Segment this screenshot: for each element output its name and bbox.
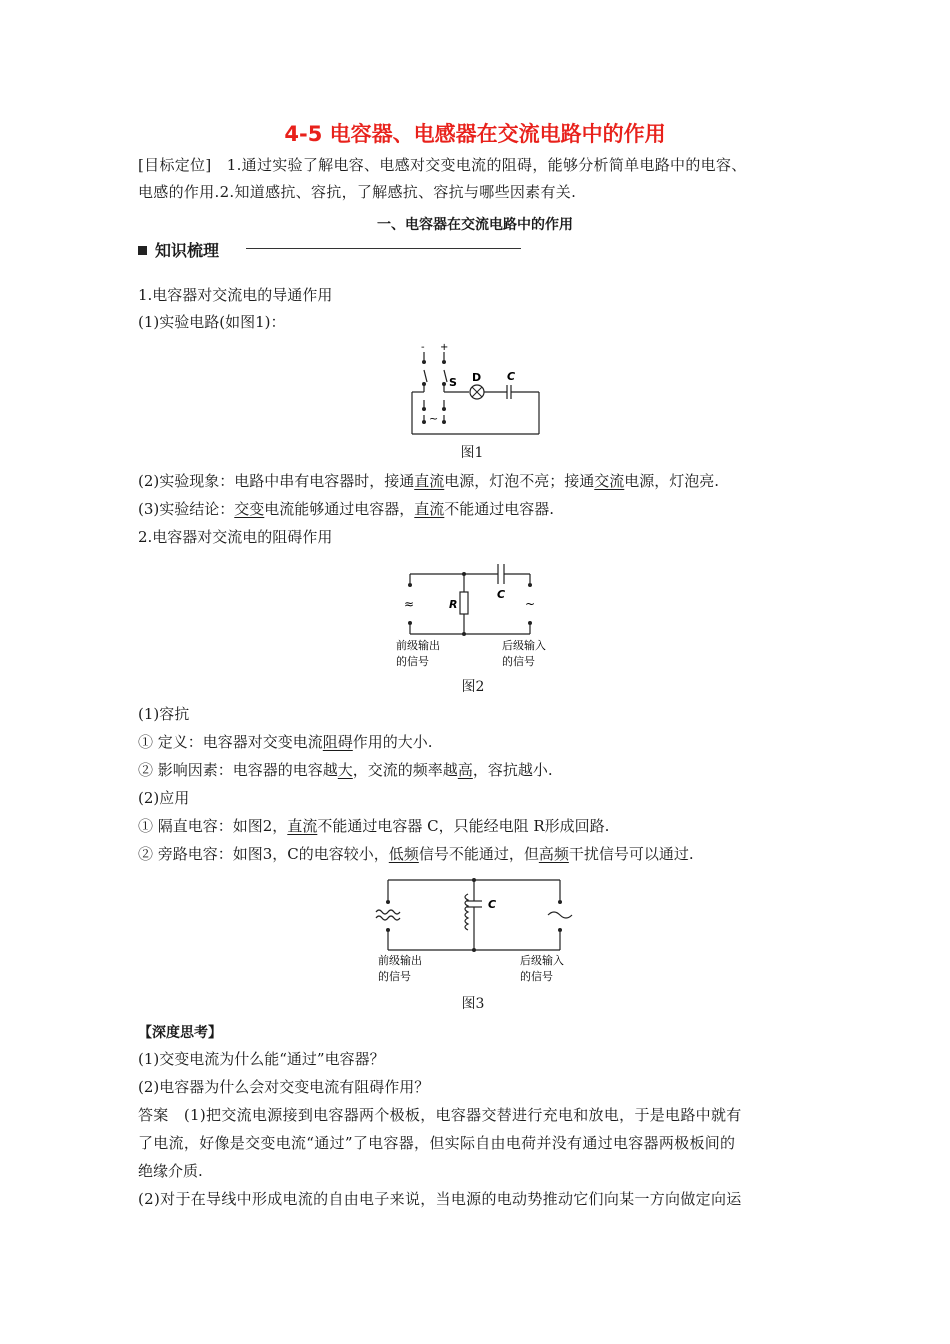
app-line-1 [138,815,609,837]
fig3-left-label-b: 的信号 [378,970,411,983]
p3-text-a: (3)实验结论： [138,500,235,518]
fig2-right-label-a: 后级输入 [502,639,546,652]
square-bullet-icon [138,246,147,255]
fig2-left-wave: ≈ [404,597,415,611]
fig2-cap-label: C [497,588,506,601]
figure-1-circuit [405,340,545,438]
p3-underline-2: 直流 [414,500,445,518]
rong-inf-b: ，交流的频率越 [352,761,458,779]
deep-q2: (2)电容器为什么会对交变电流有阻碍作用？ [138,1078,430,1096]
divider [246,248,521,249]
p1-heading: 1.电容器对交流电的导通作用 [138,286,333,304]
fig2-left-label-a: 前级输出 [396,639,440,652]
rong-def [138,731,433,753]
deep-answer-1: 答案 (1)把交流电源接到电容器两个极板，电容器交替进行充电和放电，于是电路中就有 [138,1106,742,1124]
section-heading: 一、电容器在交流电路中的作用 [377,217,573,233]
goal-line-1 [138,154,747,176]
figure-2-caption: 图2 [461,679,485,695]
app-line-2 [138,843,694,865]
fig2-res-label: R [449,598,458,611]
fig3-right-label-a: 后级输入 [520,954,564,967]
fig3-right-label-b: 的信号 [520,970,553,983]
knowledge-bar [138,238,219,261]
app-l1-a: ① 隔直电容：如图2， [138,817,288,835]
deep-answer-2: 了电流，好像是交变电流“通过”了电容器，但实际自由电荷并没有通过电容器两极板间的 [138,1134,736,1152]
rong-def-b: 作用的大小. [352,733,433,751]
app-l2-underline-1: 低频 [388,845,419,863]
fig1-switch-label: S [449,376,457,389]
p3-text-c: 不能通过电容器. [444,500,555,518]
fig2-right-wave: ~ [525,597,536,611]
fig1-cap-label: C [507,370,516,383]
app-l1-underline: 直流 [287,817,318,835]
goal-line-2: 电感的作用.2.知道感抗、容抗，了解感抗、容抗与哪些因素有关. [138,183,577,201]
rong-def-underline: 阻碍 [322,733,353,751]
fig1-minus-label: - [421,342,425,353]
knowledge-label: 知识梳理 [155,241,220,260]
p3-line [138,498,554,520]
app-l2-a: ② 旁路电容：如图3，C的电容较小， [138,845,389,863]
p2-text-a: (2)实验现象：电路中串有电容器时，接通 [138,472,415,490]
deep-answer-3: 绝缘介质. [138,1162,203,1180]
p2-underline-2: 交流 [594,472,625,490]
fig3-cap-label: C [488,898,497,911]
app-heading: (2)应用 [138,789,190,807]
deep-q1: (1)交变电流为什么能“通过”电容器？ [138,1050,385,1068]
rong-def-a: ① 定义：电容器对交变电流 [138,733,323,751]
app-l2-b: 信号不能通过，但 [418,845,539,863]
p2-text-c: 电源，灯泡亮. [624,472,720,490]
figure-1-caption: 图1 [460,445,484,461]
app-l1-b: 不能通过电容器 C，只能经电阻 R形成回路. [317,817,610,835]
page-title: 4-5 电容器、电感器在交流电路中的作用 [284,122,666,146]
p2-underline-1: 直流 [414,472,445,490]
goal-label: [目标定位] [138,156,212,174]
figure-3-circuit [370,872,585,990]
rong-inf-underline-2: 高 [457,761,473,779]
fig1-plus-label: + [440,342,449,353]
fig2-left-label-b: 的信号 [396,655,429,668]
app-l2-underline-2: 高频 [538,845,569,863]
p3-underline-1: 交变 [234,500,265,518]
figure-2-circuit [388,556,568,672]
rong-inf-c: ，容抗越小. [472,761,553,779]
rong-inf [138,759,553,781]
figure-3-caption: 图3 [461,996,485,1012]
fig3-left-label-a: 前级输出 [378,954,422,967]
p3-text-b: 电流能够通过电容器， [264,500,415,518]
goal-text-1: 1.通过实验了解电容、电感对交变电流的阻碍，能够分析简单电路中的电容、 [226,156,747,174]
fig1-lamp-label: D [472,371,482,384]
p2-line [138,470,719,492]
fig2-right-label-b: 的信号 [502,655,535,668]
rong-heading: (1)容抗 [138,705,190,723]
p1-sub: (1)实验电路(如图1)： [138,313,286,331]
fig1-ac-label: ~ [429,412,439,425]
p4-heading: 2.电容器对交流电的阻碍作用 [138,528,333,546]
rong-inf-a: ② 影响因素：电容器的电容越 [138,761,338,779]
rong-inf-underline-1: 大 [337,761,353,779]
deep-heading: 【深度思考】 [138,1025,222,1041]
app-l2-c: 干扰信号可以通过. [568,845,694,863]
deep-answer-4: (2)对于在导线中形成电流的自由电子来说，当电源的电动势推动它们向某一方向做定向运 [138,1190,742,1208]
p2-text-b: 电源，灯泡不亮；接通 [444,472,595,490]
